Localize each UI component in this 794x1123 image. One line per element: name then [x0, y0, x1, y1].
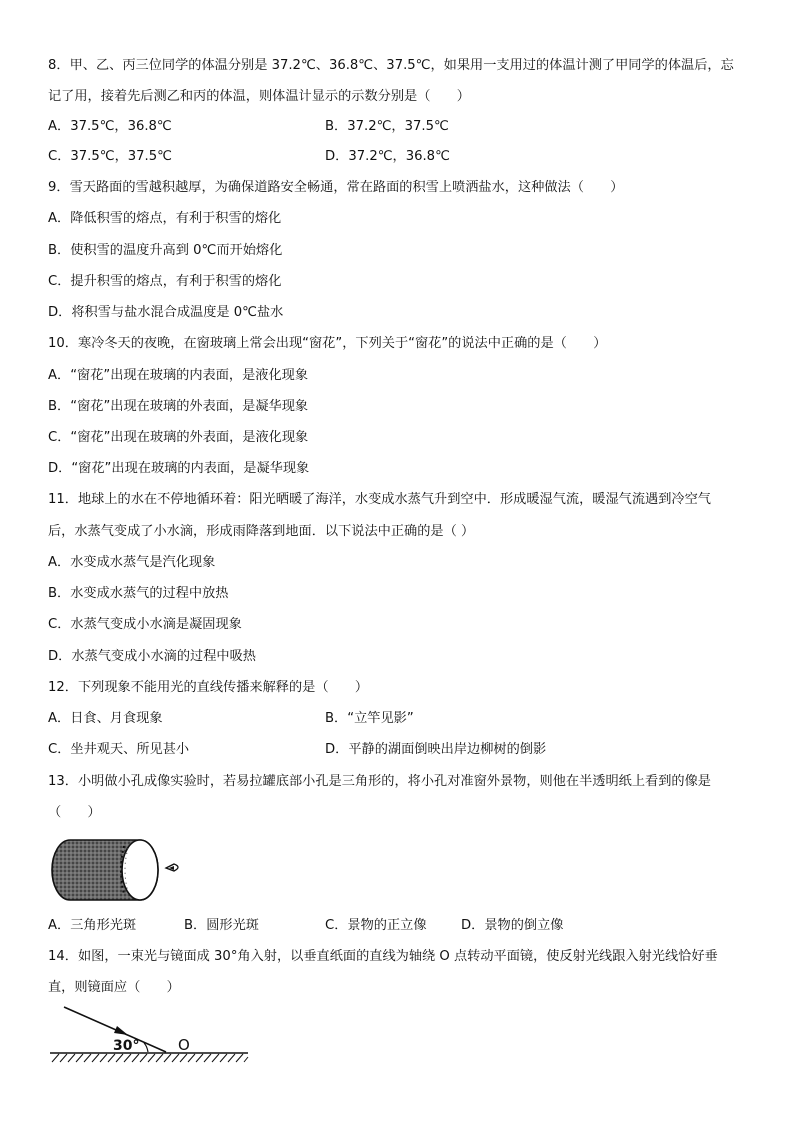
q13-stem-line-1: 13．小明做小孔成像实验时，若易拉罐底部小孔是三角形的，将小孔对准窗外景物，则他在半透明纸上看到的像是 — [48, 774, 711, 789]
q12-option-c[interactable]: C．坐井观天、所见甚小 — [48, 742, 190, 757]
mirror-reflection-diagram — [44, 1004, 254, 1066]
q11-stem-line-1: 11．地球上的水在不停地循环着：阳光晒暖了海洋，水变成水蒸气升到空中．形成暖湿气流，暖湿气流遇到冷空气 — [48, 492, 711, 507]
translucent-paper-end — [121, 840, 158, 900]
candle-flame-icon — [166, 864, 178, 871]
q13-option-a[interactable]: A．三角形光斑 — [48, 918, 137, 933]
q11-option-b[interactable]: B．水变成水蒸气的过程中放热 — [48, 586, 229, 601]
q10-option-b[interactable]: B．“窗花”出现在玻璃的外表面，是凝华现象 — [48, 399, 309, 414]
q11-option-a[interactable]: A．水变成水蒸气是汽化现象 — [48, 555, 216, 570]
q9-option-d[interactable]: D．将积雪与盐水混合成温度是 0℃盐水 — [48, 305, 284, 320]
q9-option-c[interactable]: C．提升积雪的熔点，有利于积雪的熔化 — [48, 274, 282, 289]
q8-option-b[interactable]: B．37.2℃，37.5℃ — [325, 119, 449, 134]
q13-option-c[interactable]: C．景物的正立像 — [325, 918, 427, 933]
q13-option-d[interactable]: D．景物的倒立像 — [461, 918, 564, 933]
q10-option-a[interactable]: A．“窗花”出现在玻璃的内表面，是液化现象 — [48, 368, 309, 383]
q9-option-b[interactable]: B．使积雪的温度升高到 0℃而开始熔化 — [48, 243, 283, 258]
q8-option-c[interactable]: C．37.5℃，37.5℃ — [48, 149, 172, 164]
q8-option-d[interactable]: D．37.2℃，36.8℃ — [325, 149, 450, 164]
q13-option-b[interactable]: B．圆形光斑 — [184, 918, 259, 933]
q10-option-d[interactable]: D．“窗花”出现在玻璃的内表面，是凝华现象 — [48, 461, 310, 476]
q11-stem-line-2: 后，水蒸气变成了小水滴，形成雨降落到地面．以下说法中正确的是（ ） — [48, 524, 475, 539]
q12-stem: 12．下列现象不能用光的直线传播来解释的是（ ） — [48, 680, 369, 695]
point-o-label: O — [178, 1036, 190, 1054]
mirror-surface — [50, 1053, 248, 1062]
angle-label: 30° — [113, 1038, 140, 1054]
q8-option-a[interactable]: A．37.5℃，36.8℃ — [48, 119, 172, 134]
q14-stem-line-1: 14．如图，一束光与镜面成 30°角入射，以垂直纸面的直线为轴绕 O 点转动平面镜，使反射光线跟入射光线恰好垂 — [48, 949, 718, 964]
q11-option-d[interactable]: D．水蒸气变成小水滴的过程中吸热 — [48, 649, 256, 664]
q8-stem-line-2: 记了用，接着先后测乙和丙的体温，则体温计显示的示数分别是（ ） — [48, 89, 470, 104]
q11-option-c[interactable]: C．水蒸气变成小水滴是凝固现象 — [48, 617, 242, 632]
q10-option-c[interactable]: C．“窗花”出现在玻璃的外表面，是液化现象 — [48, 430, 309, 445]
q9-option-a[interactable]: A．降低积雪的熔点，有利于积雪的熔化 — [48, 211, 282, 226]
q9-stem: 9．雪天路面的雪越积越厚，为确保道路安全畅通，常在路面的积雪上喷洒盐水，这种做法（ ） — [48, 180, 624, 195]
q13-stem-line-2: （ ） — [48, 805, 101, 820]
q12-option-a[interactable]: A．日食、月食现象 — [48, 711, 163, 726]
q8-stem-line-1: 8．甲、乙、丙三位同学的体温分别是 37.2℃、36.8℃、37.5℃，如果用一支用过的体温计测了甲同学的体温后，忘 — [48, 58, 734, 73]
q12-option-d[interactable]: D．平静的湖面倒映出岸边柳树的倒影 — [325, 742, 547, 757]
pinhole-can-diagram — [48, 834, 198, 904]
q12-option-b[interactable]: B．“立竿见影” — [325, 711, 414, 726]
q10-stem: 10．寒冷冬天的夜晚，在窗玻璃上常会出现“窗花”，下列关于“窗花”的说法中正确的是（ ） — [48, 336, 607, 351]
q14-stem-line-2: 直，则镜面应（ ） — [48, 980, 180, 995]
